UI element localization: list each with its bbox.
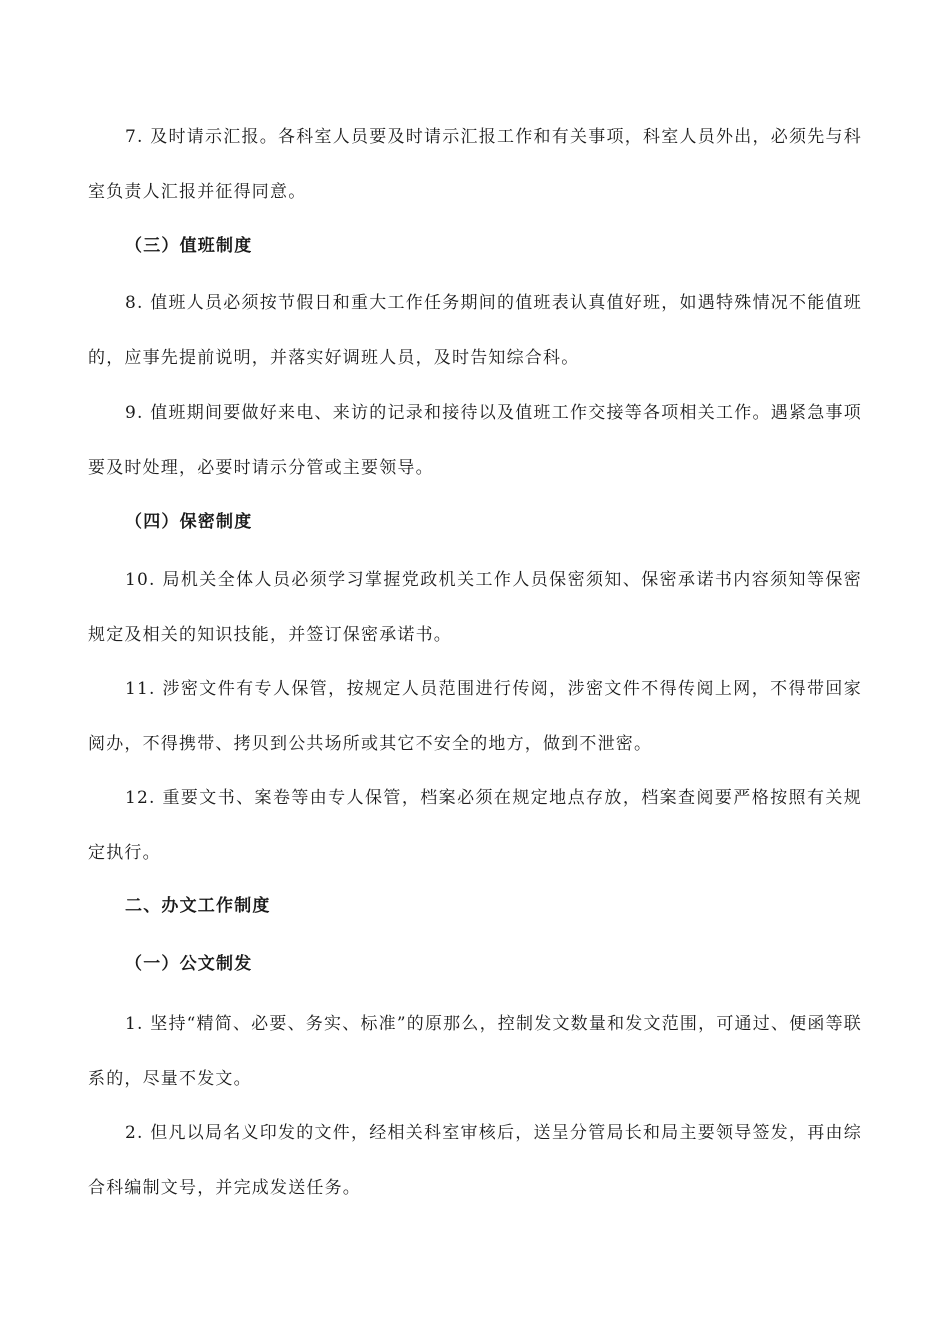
paragraph-8: 8. 值班人员必须按节假日和重大工作任务期间的值班表认真值好班，如遇特殊情况不能值班的，应事先提前说明，并落实好调班人员，及时告知综合科。	[88, 293, 862, 368]
paragraph-10: 10. 局机关全体人员必须学习掌握党政机关工作人员保密须知、保密承诺书内容须知等保密规定及相关的知识技能，并签订保密承诺书。	[88, 570, 862, 645]
paragraph-12: 12. 重要文书、案卷等由专人保管，档案必须在规定地点存放，档案查阅要严格按照有关规定执行。	[88, 788, 862, 863]
paragraph-2: 2. 但凡以局名义印发的文件，经相关科室审核后，送呈分管局长和局主要领导签发，再由综合科编制文号，并完成发送任务。	[88, 1123, 862, 1198]
paragraph-11: 11. 涉密文件有专人保管，按规定人员范围进行传阅，涉密文件不得传阅上网，不得带回家阅办，不得携带、拷贝到公共场所或其它不安全的地方，做到不泄密。	[88, 679, 862, 754]
paragraph-7: 7. 及时请示汇报。各科室人员要及时请示汇报工作和有关事项，科室人员外出，必须先与科室负责人汇报并征得同意。	[88, 127, 862, 202]
paragraph-9: 9. 值班期间要做好来电、来访的记录和接待以及值班工作交接等各项相关工作。遇紧急事项要及时处理，必要时请示分管或主要领导。	[88, 403, 862, 478]
heading-office-work-system: 二、办文工作制度	[125, 896, 271, 916]
heading-secrecy-system: （四）保密制度	[125, 512, 253, 532]
paragraph-1: 1. 坚持“精简、必要、务实、标准”的原那么，控制发文数量和发文范围，可通过、便函等联系的，尽量不发文。	[88, 1014, 862, 1089]
heading-document-issuance: （一）公文制发	[125, 954, 253, 974]
heading-duty-system: （三）值班制度	[125, 236, 253, 256]
